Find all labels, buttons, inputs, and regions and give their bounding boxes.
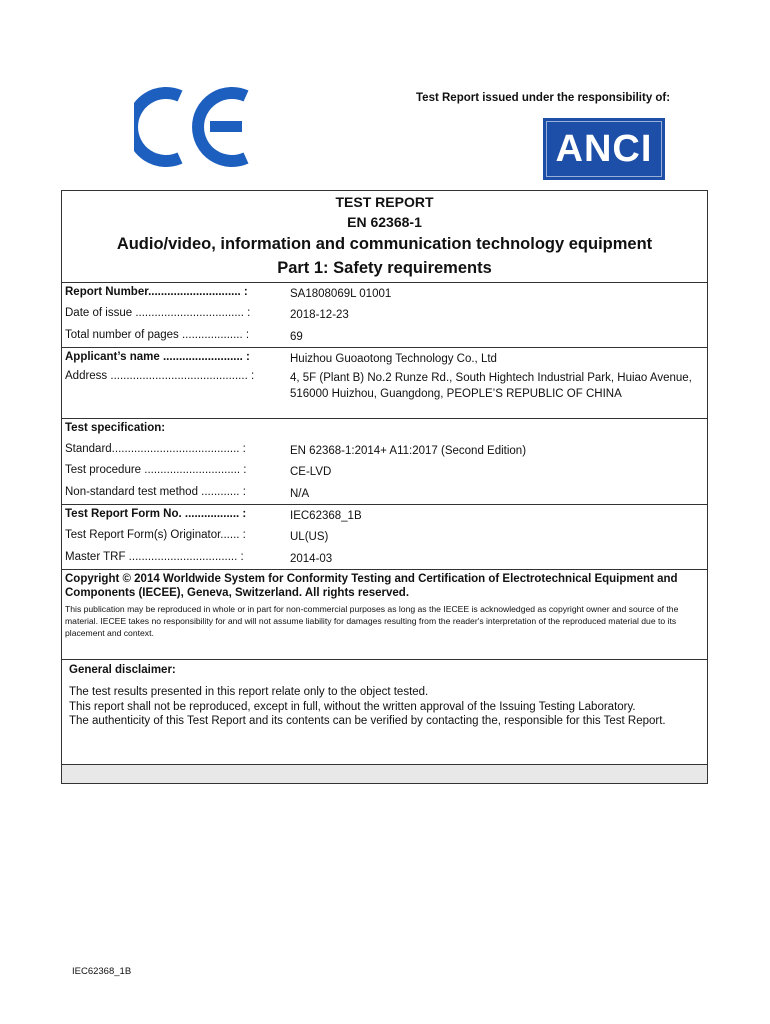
- shaded-footer-band: [62, 765, 707, 783]
- divider: [62, 418, 707, 419]
- ce-mark-logo: [134, 86, 250, 168]
- field-value: 2018-12-23: [290, 309, 349, 321]
- spec-test-procedure: [65, 464, 704, 480]
- copyright-fine-print: This publication may be reproduced in whole or in part for non-commercial purposes as long as the IECEE is acknowledged as copyright owner and source of the material. IECEE takes no responsibility for and will not assume liability for damages resulting from the reader's interpretation of the reproduced material due to its placement and context.: [65, 604, 679, 638]
- field-label: Test Report Form No. ................. :: [65, 508, 247, 520]
- disclaimer-line: The test results presented in this report relate only to the object tested.: [69, 686, 429, 698]
- report-subject: Audio/video, information and communication technology equipment: [116, 235, 653, 253]
- field-value: 4, 5F (Plant B) No.2 Runze Rd., South Hightech Industrial Park, Huiao Avenue, 516000 Huizhou, Guangdong, PEOPLE’S REPUBLIC OF CHINA: [290, 372, 692, 400]
- disclaimer-body: [69, 685, 695, 729]
- copyright-notice: Copyright © 2014 Worldwide System for Conformity Testing and Certification of Electrotechnical Equipment and Components (IECEE), Geneva, Switzerland. All rights reserved.: [65, 573, 678, 599]
- page-footer: IEC62368_1B: [72, 966, 132, 977]
- divider: [62, 659, 707, 660]
- anci-logo: [543, 118, 665, 180]
- divider: [62, 347, 707, 348]
- disclaimer-heading: General disclaimer:: [69, 664, 176, 676]
- report-title-block: [62, 191, 707, 283]
- report-standard: EN 62368-1: [347, 214, 422, 230]
- disclaimer-line: The authenticity of this Test Report and its contents can be verified by contacting the, responsible for this Test Report.: [69, 715, 666, 727]
- field-value: UL(US): [290, 531, 329, 543]
- field-label: Total number of pages ................... :: [65, 329, 250, 341]
- report-box: [61, 190, 708, 784]
- field-value: IEC62368_1B: [290, 510, 362, 522]
- field-label: Non-standard test method ............ :: [65, 486, 246, 498]
- spec-non-standard-method: [65, 486, 704, 502]
- field-value: SA1808069L 01001: [290, 288, 392, 300]
- field-label: Standard........................................ :: [65, 443, 246, 455]
- field-label: Report Number............................. :: [65, 286, 248, 298]
- disclaimer-line: This report shall not be reproduced, except in full, without the written approval of the Issuing Testing Laboratory.: [69, 700, 636, 713]
- field-label: Test Report Form(s) Originator...... :: [65, 529, 246, 541]
- field-date-of-issue: [65, 307, 704, 323]
- field-report-number: [65, 286, 704, 302]
- field-label: Master TRF .................................. :: [65, 551, 244, 563]
- field-applicant-name: [65, 351, 704, 367]
- field-label: Address ........................................... :: [65, 370, 255, 382]
- spec-form-originator: [65, 529, 704, 545]
- spec-test-report-form: [65, 508, 704, 524]
- field-value: CE-LVD: [290, 466, 332, 478]
- field-label: Applicant’s name ......................... :: [65, 351, 250, 363]
- field-value: EN 62368-1:2014+ A11:2017 (Second Edition): [290, 445, 527, 457]
- field-value: 69: [290, 331, 303, 343]
- field-total-pages: [65, 329, 704, 345]
- spec-standard: [65, 443, 704, 459]
- report-part: Part 1: Safety requirements: [277, 259, 492, 277]
- divider: [62, 569, 707, 570]
- field-label: Date of issue .................................. :: [65, 307, 251, 319]
- field-value: Huizhou Guoaotong Technology Co., Ltd: [290, 353, 497, 365]
- divider: [62, 504, 707, 505]
- spec-master-trf: [65, 551, 704, 567]
- field-value: 2014-03: [290, 553, 333, 565]
- divider: [62, 282, 707, 283]
- field-label: Test procedure .............................. :: [65, 464, 247, 476]
- field-value: N/A: [290, 488, 310, 500]
- test-spec-heading: Test specification:: [65, 422, 166, 434]
- report-title: TEST REPORT: [335, 194, 434, 210]
- field-address: [65, 370, 704, 402]
- anci-logo-text: ANCI: [555, 127, 653, 170]
- issued-under-text: Test Report issued under the responsibility of:: [416, 92, 671, 104]
